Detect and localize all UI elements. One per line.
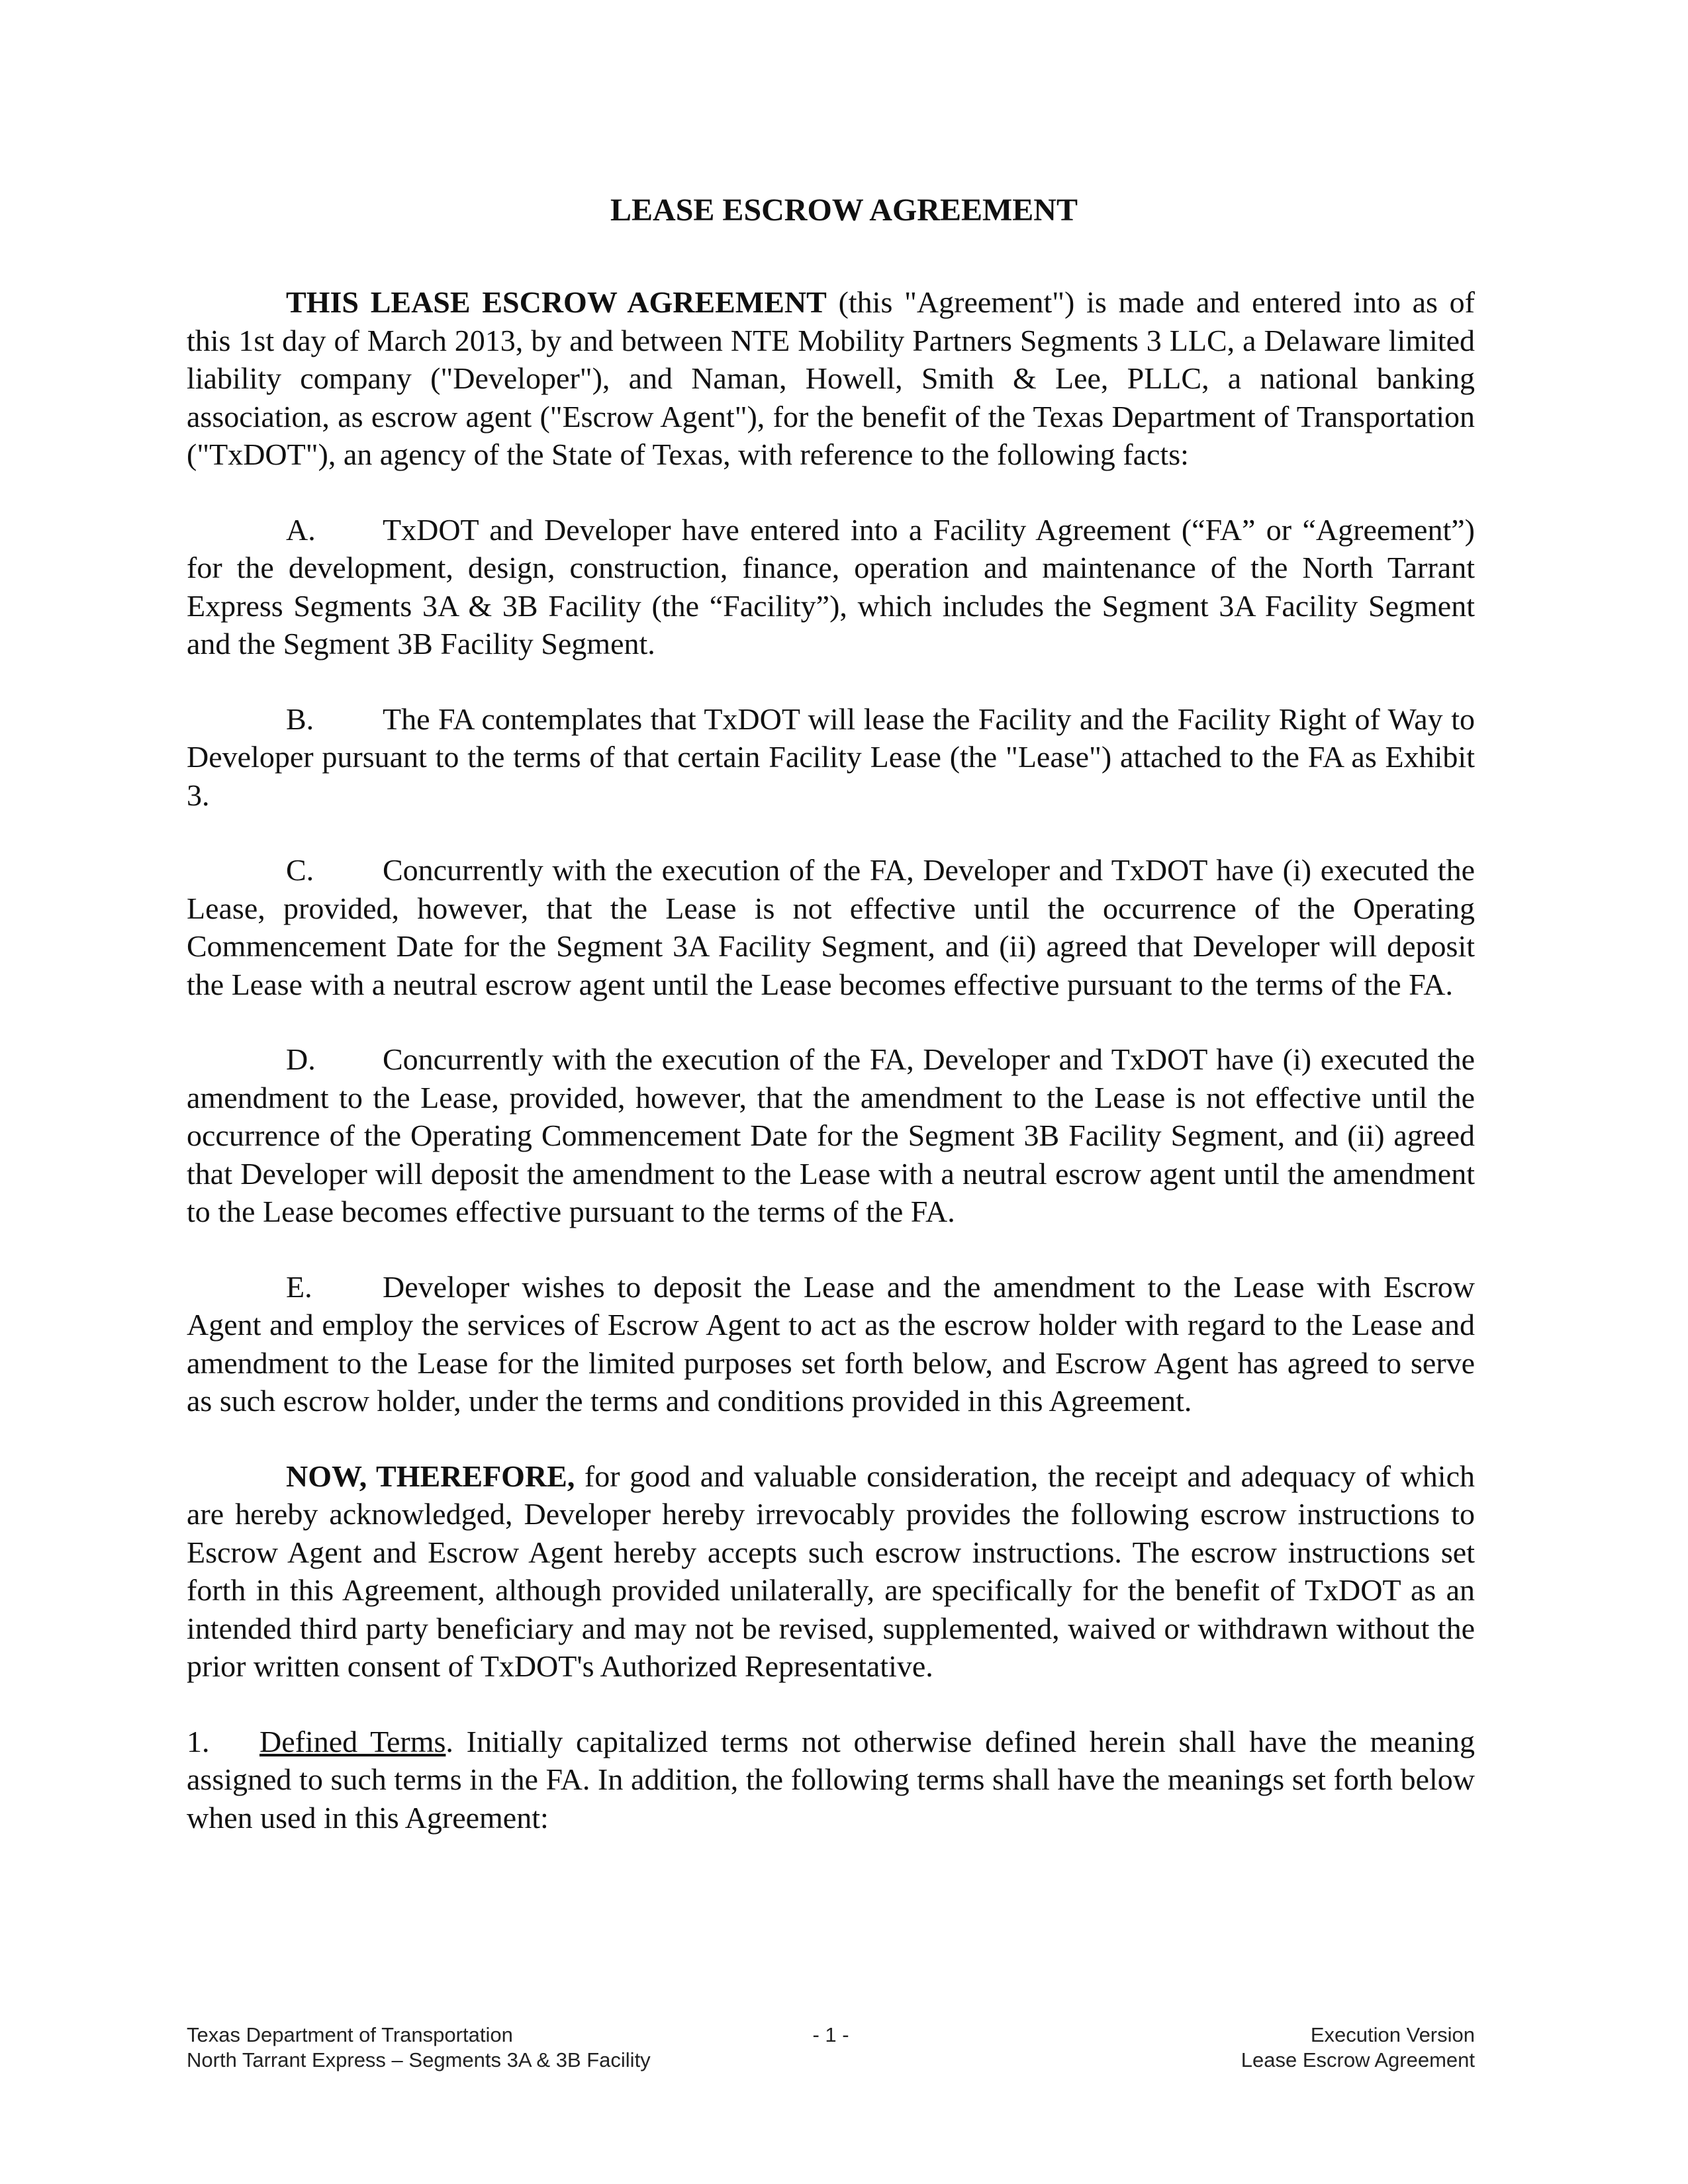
recital-text: TxDOT and Developer have entered into a Facility Agreement (“FA” or “Agreement”) for the development, design, construction, finance, operation and maintenance of the North Tarrant Express Segments 3A & 3B Facility (the “Facility”), which includes the Segment 3A Facility Segment and the Segment 3B Facility Segment. [187,512,1475,660]
document-body [187,283,1475,1837]
recital-b [187,700,1475,815]
now-therefore-paragraph [187,1457,1475,1686]
recital-letter: E. [286,1269,312,1304]
now-therefore-lead: NOW, THEREFORE, [286,1459,575,1493]
recital-a [187,511,1475,663]
recital-text: Concurrently with the execution of the FA, Developer and TxDOT have (i) executed the Lease, provided, however, that the Lease is not effective until the occurrence of the Operating Commencement Date for the Segment 3A Facility Segment, and (ii) agreed that Developer will deposit the Lease with a neutral escrow agent until the Lease becomes effective pursuant to the terms of the FA. [187,853,1475,1001]
section-heading: Defined Terms [259,1724,446,1758]
recital-letter: B. [286,702,314,736]
footer-agency: Texas Department of Transportation [187,2023,513,2046]
footer-right [1241,2023,1475,2073]
footer-version: Execution Version [1310,2023,1475,2046]
recital-letter: A. [286,512,316,547]
section-number: 1. [187,1724,210,1758]
recital-d [187,1040,1475,1231]
recital-letter: D. [286,1042,316,1076]
document-title: LEASE ESCROW AGREEMENT [610,193,1078,228]
footer-page-number: - 1 - [812,2023,849,2046]
section-text: . Initially capitalized terms not otherwise defined herein shall have the meaning assigned to such terms in the FA. In addition, the following terms shall have the meanings set forth below when used in this Agreement: [187,1724,1476,1835]
recital-text: Developer wishes to deposit the Lease and the amendment to the Lease with Escrow Agent and employ the services of Escrow Agent to act as the escrow holder with regard to the Lease and amendment to the Lease for the limited purposes set forth below, and Escrow Agent has agreed to serve as such escrow holder, under the terms and conditions provided in this Agreement. [187,1269,1475,1418]
page-footer [187,2023,1475,2075]
recital-e [187,1268,1475,1420]
recital-letter: C. [286,853,314,887]
footer-doc-name: Lease Escrow Agreement [1241,2048,1475,2071]
intro-paragraph [187,283,1475,474]
footer-project: North Tarrant Express – Segments 3A & 3B Facility [187,2048,651,2071]
recital-c [187,851,1475,1003]
recital-text: The FA contemplates that TxDOT will lease the Facility and the Facility Right of Way to Developer pursuant to the terms of that certain Facility Lease (the "Lease") attached to the FA as Exhibit 3. [187,702,1475,812]
recital-text: Concurrently with the execution of the FA, Developer and TxDOT have (i) executed the amendment to the Lease, provided, however, that the amendment to the Lease is not effective until the occurrence of the Operating Commencement Date for the Segment 3B Facility Segment, and (ii) agreed that Developer will deposit the amendment to the Lease with a neutral escrow agent until the amendment to the Lease becomes effective pursuant to the terms of the FA. [187,1042,1475,1228]
section-1-defined-terms [187,1723,1475,1837]
now-therefore-text: for good and valuable consideration, the receipt and adequacy of which are hereby acknowledged, Developer hereby irrevocably provides the following escrow instructions to Escrow Agent and Escrow Agent hereby accepts such escrow instructions. The escrow instructions set forth in this Agreement, although provided unilaterally, are specifically for the benefit of TxDOT as an intended third party beneficiary and may not be revised, supplemented, waived or withdrawn without the prior written consent of TxDOT's Authorized Representative. [187,1459,1475,1683]
intro-text: (this "Agreement") is made and entered into as of this 1st day of March 2013, by and between NTE Mobility Partners Segments 3 LLC, a Delaware limited liability company ("Developer"), and Naman, Howell, Smith & Lee, PLLC, a national banking association, as escrow agent ("Escrow Agent"), for the benefit of the Texas Department of Transportation ("TxDOT"), an agency of the State of Texas, with reference to the following facts: [187,285,1476,471]
intro-lead: THIS LEASE ESCROW AGREEMENT [286,285,827,319]
